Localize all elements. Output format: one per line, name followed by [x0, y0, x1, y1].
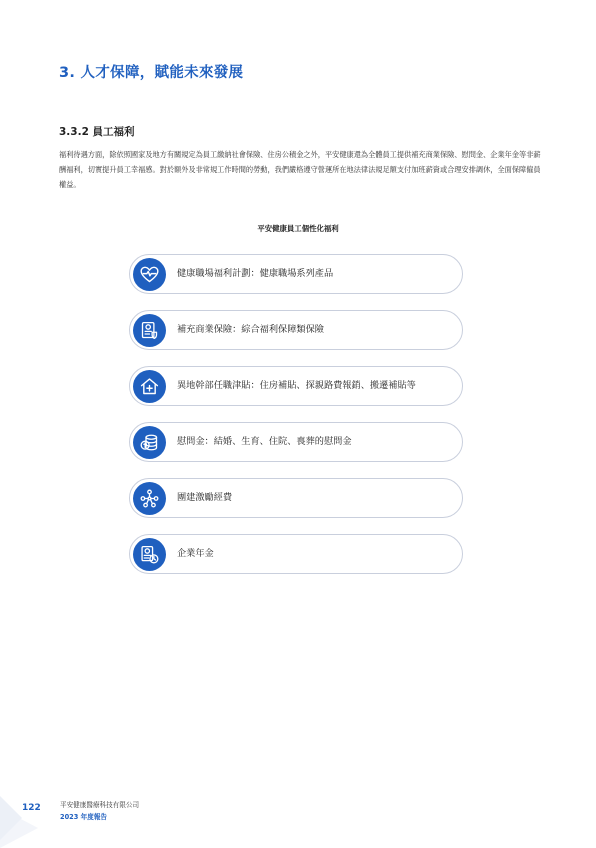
coins-icon [133, 426, 166, 459]
benefit-label: 企業年金 [177, 548, 214, 559]
diagram-title: 平安健康員工個性化福利 [257, 224, 339, 233]
page-number: 122 [22, 803, 41, 813]
benefit-label: 異地幹部任職津貼：住房補貼、探親路費報銷、搬遷補貼等 [177, 380, 416, 391]
subsection-title: 3.3.2 員工福利 [59, 126, 135, 138]
benefit-item-insurance [129, 310, 463, 350]
benefit-label: 團建激勵經費 [177, 492, 233, 503]
team-network-icon [133, 482, 166, 515]
section-title: 3. 人才保障，賦能未來發展 [59, 65, 244, 81]
report-name: 2023 年度報告 [60, 813, 108, 821]
pension-clock-icon [133, 538, 166, 571]
company-name: 平安健康醫療科技有限公司 [60, 801, 140, 809]
house-plus-icon [133, 370, 166, 403]
benefit-label: 慰問金：結婚、生育、住院、喪葬的慰問金 [177, 436, 352, 447]
footer-decoration [0, 796, 22, 840]
benefit-label: 補充商業保險：綜合福利保障類保險 [177, 324, 324, 335]
benefit-item-allowance [129, 366, 463, 406]
body-paragraph: 福利待遇方面，除依照國家及地方有關規定為員工繳納社會保險、住房公積金之外，平安健康還為全體員工提供補充商業保險、慰問金、企業年金等非薪酬福利，切實提升員工幸福感。對於額外及非常規工作時間的勞動，我們嚴格遵守營運所在地法律法規足額支付加班薪資或合理安排調休，全面保障僱員權益。 [59, 150, 541, 189]
benefit-item-annuity [129, 534, 463, 574]
benefit-item-team-building [129, 478, 463, 518]
benefit-item-condolence [129, 422, 463, 462]
heart-health-icon [133, 258, 166, 291]
benefit-label: 健康職場福利計劃：健康職場系列產品 [177, 268, 334, 279]
benefit-item-health [129, 254, 463, 294]
insurance-document-icon [133, 314, 166, 347]
